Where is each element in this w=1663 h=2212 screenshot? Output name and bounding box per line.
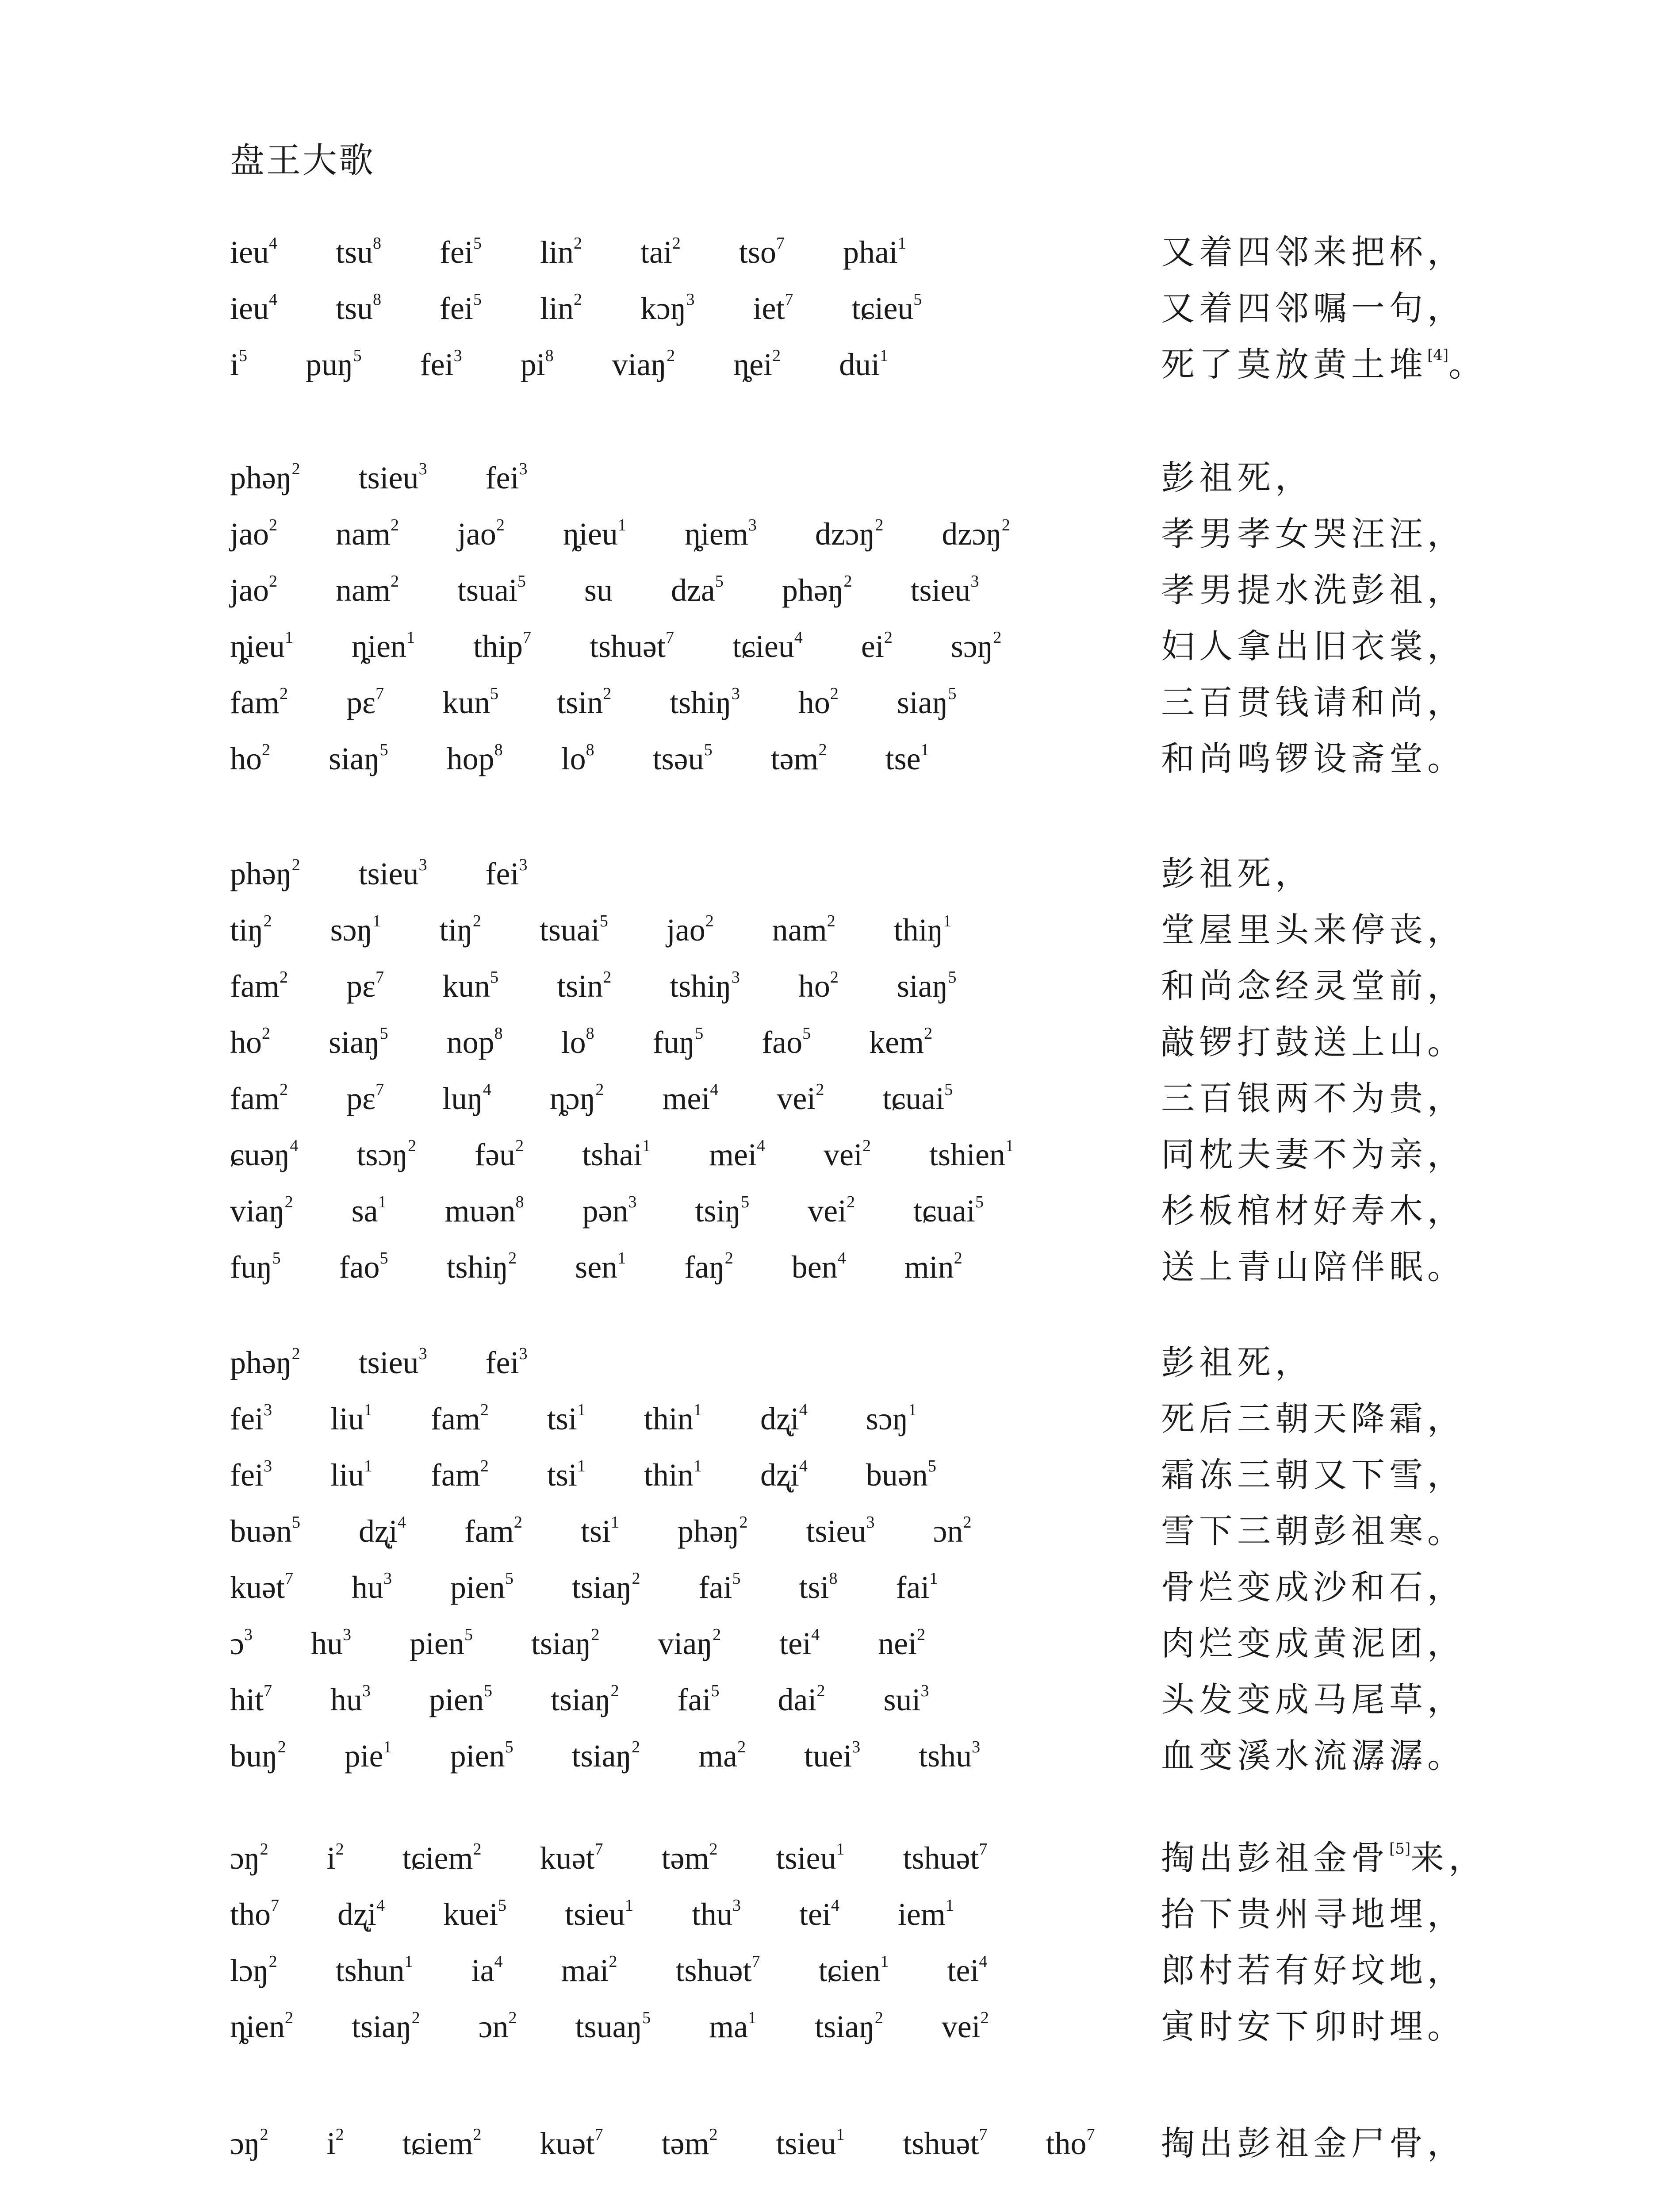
stanza [0,453,1663,791]
verse-line [0,228,1663,284]
romanization-text: jao$^2$ nam$^2$ tsuai$^5$ su dza$^5$ phəŋ$^2$ tsieu$^3$ [230,572,979,608]
chinese-translation: 霜冻三朝又下雪， [1161,1455,1465,1494]
chinese-translation: 血变溪水流潺潺。 [1161,1736,1465,1775]
verse-line [0,284,1663,340]
romanization-text: ɕuəŋ$^4$ tsɔŋ$^2$ fəu$^2$ tshai$^1$ mei$^4$ vei$^2$ tshien$^1$ [230,1137,1014,1172]
verse-line [0,906,1663,962]
chinese-translation: 抬下贵州寻地埋， [1161,1894,1465,1934]
chinese-translation: 送上青山陪伴眠。 [1161,1247,1465,1286]
romanization-text: phəŋ$^2$ tsieu$^3$ fei$^3$ [230,460,528,495]
verse-line [0,1507,1663,1563]
verse-line [0,510,1663,566]
romanization-text: lɔŋ$^2$ tshun$^1$ $ia^4$ mai$^2$ tshuət$^7$ tɕien$^1$ tei$^4$ [230,1952,988,1988]
romanization-text: tiŋ$^2$ sɔŋ$^1$ tiŋ$^2$ tsuai$^5$ jao$^2$ nam$^2$ thiŋ$^1$ [230,912,952,948]
verse-line [0,1338,1663,1394]
verse-line [0,1834,1663,1890]
romanization-text: ɔŋ$^2$ $i^2$ tɕiem$^2$ kuət$^7$ təm$^2$ tsieu$^1$ tshuət$^7$ tho$^7$ [230,2125,1095,2161]
chinese-translation: 郎村若有好坟地， [1161,1951,1465,1990]
verse-line [0,678,1663,734]
romanization-text: buŋ$^2$ pie$^1$ pien$^5$ tsiaŋ$^2$ $ma^2$ tuei$^3$ tshu$^3$ [230,1738,981,1774]
chinese-translation: 彭祖死， [1161,854,1313,893]
verse-line [0,2119,1663,2175]
chinese-translation: 雪下三朝彭祖寒。 [1161,1511,1465,1551]
verse-line [0,849,1663,906]
chinese-translation: 敲锣打鼓送上山。 [1161,1022,1465,1062]
chinese-translation: 又着四邻嘱一句， [1161,288,1465,328]
romanization-text: ɔŋ$^2$ $i^2$ tɕiem$^2$ kuət$^7$ təm$^2$ tsieu$^1$ tshuət$^7$ [230,1840,988,1876]
chinese-translation: 头发变成马尾草， [1161,1680,1465,1719]
running-header: 盘王大歌 [230,141,376,180]
verse-line [0,962,1663,1018]
romanization-text: phəŋ$^2$ tsieu$^3$ fei$^3$ [230,856,528,891]
verse-line [0,1243,1663,1299]
verse-line [0,1074,1663,1130]
romanization-text: jao$^2$ nam$^2$ jao$^2$ ȵieu$^1$ ȵiem$^3$ dzɔŋ$^2$ dzɔŋ$^2$ [230,516,1010,552]
chinese-translation: 肉烂变成黄泥团， [1161,1624,1465,1663]
romanization-text: fei$^3$ liu$^1$ fam$^2$ tsi$^1$ thin$^1$ $dʐ̩i^4$ sɔŋ$^1$ [230,1401,917,1436]
chinese-translation: 和尚鸣锣设斋堂。 [1161,739,1465,778]
verse-line [0,1394,1663,1451]
chinese-translation: 堂屋里头来停丧， [1161,910,1465,949]
verse-line [0,622,1663,678]
chinese-translation: 三百贯钱请和尚， [1161,683,1465,722]
verse-line [0,1018,1663,1074]
verse-line [0,1563,1663,1619]
romanization-text: kuət$^7$ $hu^3$ pien$^5$ tsiaŋ$^2$ fai$^5$ tsi$^8$ fai$^1$ [230,1569,938,1605]
chinese-translation: 死后三朝天降霜， [1161,1399,1465,1438]
romanization-text: phəŋ$^2$ tsieu$^3$ fei$^3$ [230,1344,528,1380]
footnote-marker: [5] [1389,1840,1411,1858]
romanization-text: ieu$^4$ tsu$^8$ fei$^5$ lin$^2$ kɔŋ$^3$ iet$^7$ tɕieu$^5$ [230,290,922,326]
chinese-translation: 和尚念经灵堂前， [1161,966,1465,1006]
romanization-text: ȵieu$^1$ ȵien$^1$ thip$^7$ tshuət$^7$ tɕieu$^4$ $ei^2$ sɔŋ$^2$ [230,628,1002,664]
chinese-translation: 寅时安下卯时埋。 [1161,2007,1465,2046]
romanization-text: hit$^7$ $hu^3$ pien$^5$ tsiaŋ$^2$ fai$^5$ dai$^2$ sui$^3$ [230,1682,929,1717]
verse-line [0,1946,1663,2002]
chinese-translation: 三百银两不为贵， [1161,1079,1465,1118]
romanization-text: ieu$^4$ tsu$^8$ fei$^5$ lin$^2$ tai$^2$ tso$^7$ phai$^1$ [230,234,906,270]
chinese-translation: 骨烂变成沙和石， [1161,1567,1465,1607]
romanization-text: $ho^2$ siaŋ$^5$ hop$^8$ $lo^8$ tsəu$^5$ təm$^2$ tse$^1$ [230,741,929,776]
romanization-text: fam$^2$ pɛ$^7$ luŋ$^4$ ȵɔŋ$^2$ mei$^4$ vei$^2$ tɕuai$^5$ [230,1080,953,1116]
chinese-translation: 又着四邻来把杯， [1161,232,1465,272]
verse-line [0,1130,1663,1187]
chinese-translation: 妇人拿出旧衣裳， [1161,626,1465,666]
romanization-text: ȵien$^2$ tsiaŋ$^2$ ɔn$^2$ tsuaŋ$^5$ $ma^1$ tsiaŋ$^2$ vei$^2$ [230,2008,989,2044]
verse-line [0,1732,1663,1788]
chinese-translation: 同枕夫妻不为亲， [1161,1135,1465,1174]
romanization-text: fuŋ$^5$ fao$^5$ tshiŋ$^2$ sen$^1$ faŋ$^2$ ben$^4$ $\min^2$ [230,1249,962,1285]
stanza [0,228,1663,396]
chinese-translation: 掏出彭祖金骨[5]来， [1161,1838,1487,1878]
romanization-text: ɔ$^3$ $hu^3$ pien$^5$ tsiaŋ$^2$ viaŋ$^2$ tei$^4$ nei$^2$ [230,1625,926,1661]
chinese-translation: 掏出彭祖金尸骨， [1161,2124,1465,2163]
romanization-text: fam$^2$ pɛ$^7$ kun$^5$ tsin$^2$ tshiŋ$^3$ $ho^2$ siaŋ$^5$ [230,968,957,1004]
romanization-text: $ho^2$ siaŋ$^5$ nop$^8$ $lo^8$ fuŋ$^5$ fao$^5$ kem$^2$ [230,1024,933,1060]
romanization-text: fei$^3$ liu$^1$ fam$^2$ tsi$^1$ thin$^1$ $dʐ̩i^4$ buən$^5$ [230,1457,936,1493]
romanization-text: buən$^5$ $dʐ̩i^4$ fam$^2$ tsi$^1$ phəŋ$^2$ tsieu$^3$ ɔn$^2$ [230,1513,972,1549]
verse-line [0,566,1663,622]
verse-line [0,453,1663,510]
romanization-text: viaŋ$^2$ $sa^1$ muən$^8$ pən$^3$ tsiŋ$^5$ vei$^2$ tɕuai$^5$ [230,1193,984,1229]
chinese-translation: 死了莫放黄土堆[4]。 [1161,345,1487,384]
stanza [0,1338,1663,1788]
verse-line [0,1890,1663,1946]
chinese-translation: 彭祖死， [1161,458,1313,497]
chinese-translation: 孝男孝女哭汪汪， [1161,514,1465,553]
chinese-translation: 彭祖死， [1161,1343,1313,1382]
footnote-marker: [4] [1427,346,1449,364]
verse-line [0,2002,1663,2058]
verse-line [0,1675,1663,1732]
romanization-text: fam$^2$ pɛ$^7$ kun$^5$ tsin$^2$ tshiŋ$^3$ $ho^2$ siaŋ$^5$ [230,684,957,720]
stanza [0,849,1663,1299]
verse-line [0,340,1663,396]
verse-line [0,734,1663,791]
verse-line [0,1187,1663,1243]
stanza [0,2119,1663,2175]
chinese-translation: 孝男提水洗彭祖， [1161,570,1465,610]
verse-line [0,1619,1663,1675]
romanization-text: tho$^7$ $dʐ̩i^4$ kuei$^5$ tsieu$^1$ thu$^3$ tei$^4$ iem$^1$ [230,1896,954,1932]
stanza [0,1834,1663,2058]
verse-line [0,1451,1663,1507]
chinese-translation: 杉板棺材好寿木， [1161,1191,1465,1230]
romanization-text: $i^5$ puŋ$^5$ fei$^3$ $pi^8$ viaŋ$^2$ ȵei$^2$ dui$^1$ [230,346,889,382]
